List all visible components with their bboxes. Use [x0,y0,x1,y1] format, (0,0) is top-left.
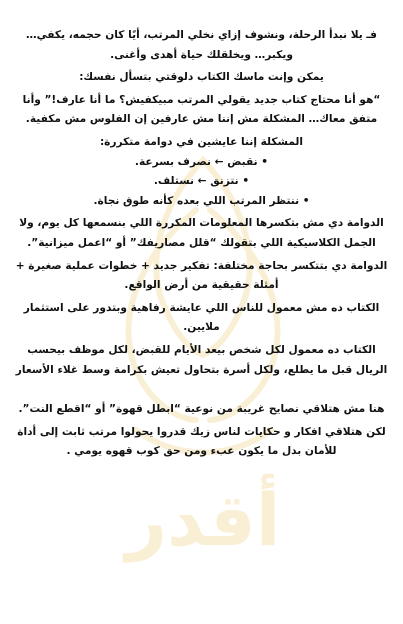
paragraph-quote: “هو أنا محتاج كتاب جديد يقولي المرتب مبيكفيش؟ ما أنا عارف!” وأنا متفق معاك… المشكلة مش إننا مش عارفين إن الفلوس مش مكفية. [22,93,381,126]
bullet-item: • نقبض ← نصرف بسرعة. [134,155,269,168]
paragraph-audience: الكتاب ده معمول لكل شخص بيعد الأيام للقبض، لكل موظف بيحسب الريال قبل ما يطلع، ولكل أسرة بتحاول تعيش بكرامة وسط غلاء الأسعار [15,343,388,376]
paragraph-audience-not: الكتاب ده مش معمول للناس اللي عايشة رفاهية وبتدور على استثمار ملايين. [23,301,380,334]
paragraph-cycle: الدوامة دي مش بتكسرها المعلومات المكررة اللي بنسمعها كل يوم، ولا الجمل الكلاسيكية اللي بتقولك “قلل مصاريفك” أو “اعمل ميزانية”. [19,217,384,249]
paragraph-solution: الدوامة دي بتتكسر بحاجة مختلفة: تفكير جديد + خطوات عملية صغيرة + أمثلة حقيقية من أرض الواقع. [15,259,388,292]
paragraph-problem: المشكلة إننا عايشين في دوامة متكررة: [99,135,304,148]
paragraph-no-advice: هنا مش هتلاقي نصايح غريبة من نوعية “ابطل قهوة” أو “اقطع النت”. [18,403,385,416]
bullet-item: • ننتظر المرتب اللي بعده كأنه طوق نجاة. [93,194,310,207]
paragraph-intro: فـ يلا نبدأ الرحلة، ونشوف إزاي نخلي المرتب، أيًا كان حجمه، يكفي… ويكبر… ويخلقلك حياة أهدى وأغنى. [25,29,377,61]
paragraph-question: يمكن وإنت ماسك الكتاب دلوقتي بتسأل نفسك: [79,71,324,84]
bullet-item: • نتزنق ← نستلف. [153,175,250,188]
paragraph-stories: لكن هتلاقي افكار و حكايات لناس زيك قدروا يحولوا مرتب ثابت إلى أداة للأمان بدل ما يكون عبء ومن حق كوب قهوه يومي . [17,425,386,458]
document-body [14,26,389,462]
watermark-word: أقدر [125,478,281,562]
